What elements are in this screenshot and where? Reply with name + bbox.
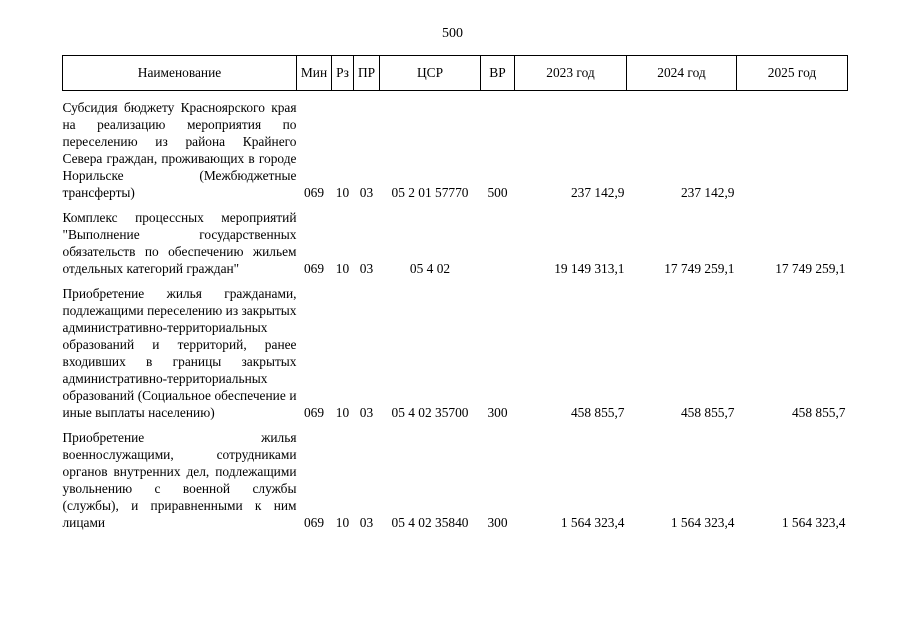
- header-min: Мин: [297, 56, 332, 91]
- row-name: Комплекс процессных мероприятий "Выполнение государственных обязательств по обеспечению жильем отдельных категорий граждан": [62, 210, 297, 276]
- row-csr: 05 2 01 57770: [391, 185, 469, 200]
- row-rz: 10: [335, 261, 350, 276]
- row-vr: 500: [487, 185, 508, 200]
- row-rz: 10: [335, 185, 350, 200]
- table-row: [63, 429, 848, 531]
- row-name: Субсидия бюджету Красноярского края на реализацию мероприятия по переселению из района Крайнего Севера граждан, проживающих в городе Норильске (Межбюджетные трансферты): [62, 100, 297, 200]
- row-min: 069: [303, 185, 325, 200]
- row-2024: 458 855,7: [680, 405, 735, 420]
- row-2023: 1 564 323,4: [560, 515, 625, 530]
- row-2025: 17 749 259,1: [775, 261, 846, 276]
- table-row: [63, 99, 848, 201]
- row-vr: 300: [487, 515, 508, 530]
- page-number: 500: [442, 26, 463, 41]
- table-row: [63, 285, 848, 421]
- row-min: 069: [303, 405, 325, 420]
- header-2023: 2023 год: [515, 56, 627, 91]
- row-csr: 05 4 02: [409, 261, 451, 276]
- header-rz: Рз: [332, 56, 354, 91]
- table-header: [63, 56, 848, 91]
- row-rz: 10: [335, 515, 350, 530]
- header-name: Наименование: [63, 56, 297, 91]
- row-csr: 05 4 02 35700: [391, 405, 469, 420]
- row-2025: [737, 99, 848, 201]
- header-2025: 2025 год: [737, 56, 848, 91]
- row-rz: 10: [335, 405, 350, 420]
- header-pr: ПР: [354, 56, 380, 91]
- table-body: [63, 91, 848, 532]
- row-pr: 03: [359, 405, 374, 420]
- row-2024: 17 749 259,1: [664, 261, 735, 276]
- row-csr: 05 4 02 35840: [391, 515, 469, 530]
- row-vr: [481, 209, 515, 277]
- row-pr: 03: [359, 515, 374, 530]
- budget-table: [62, 55, 848, 531]
- row-vr: 300: [487, 405, 508, 420]
- row-name: Приобретение жилья военнослужащими, сотрудниками органов внутренних дел, подлежащими увольнению с военной службы (службы), и приравненными к ним лицами: [62, 430, 297, 530]
- row-min: 069: [303, 261, 325, 276]
- row-2023: 19 149 313,1: [554, 261, 625, 276]
- row-2025: 1 564 323,4: [781, 515, 846, 530]
- row-pr: 03: [359, 261, 374, 276]
- row-2024: 1 564 323,4: [670, 515, 735, 530]
- header-2024: 2024 год: [627, 56, 737, 91]
- header-csr: ЦСР: [380, 56, 481, 91]
- table-row: [63, 209, 848, 277]
- row-pr: 03: [359, 185, 374, 200]
- row-min: 069: [303, 515, 325, 530]
- row-2023: 237 142,9: [570, 185, 625, 200]
- row-2023: 458 855,7: [570, 405, 625, 420]
- row-2025: 458 855,7: [791, 405, 846, 420]
- row-name: Приобретение жилья гражданами, подлежащими переселению из закрытых административно-территориальных образований и территорий, ранее входивших в границы закрытых административно-территориальных образований (Социальное обеспечение и иные выплаты населению): [62, 286, 297, 420]
- row-2024: 237 142,9: [680, 185, 735, 200]
- header-vr: ВР: [481, 56, 515, 91]
